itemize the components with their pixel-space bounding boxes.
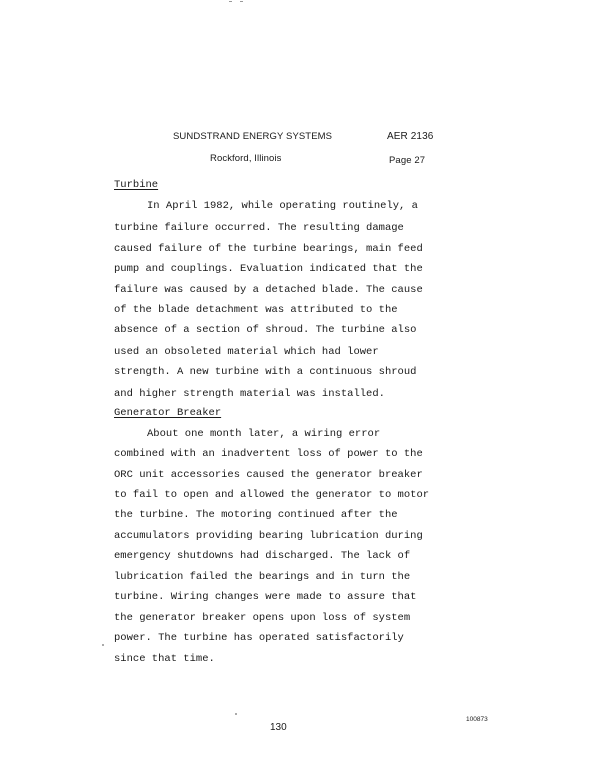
body-line: turbine failure occurred. The resulting damage [114,222,404,234]
body-line: strength. A new turbine with a continuous shroud [114,366,417,378]
scan-speck [235,713,237,715]
location: Rockford, Illinois [210,153,282,164]
scan-speck [102,644,104,646]
page-number: Page 27 [389,155,426,166]
body-line: lubrication failed the bearings and in turn the [114,571,411,583]
body-line: the generator breaker opens upon loss of system [114,612,411,624]
body-line: turbine. Wiring changes were made to assure that [114,591,417,603]
body-line: the turbine. The motoring continued after the [114,509,398,521]
document-id: 100873 [466,716,488,723]
body-line: used an obsoleted material which had lower [114,346,379,358]
folio-number: 130 [270,722,287,733]
body-line: ORC unit accessories caused the generator breaker [114,469,423,481]
body-line: In April 1982, while operating routinely, a [147,200,418,212]
body-line: absence of a section of shroud. The turbine also [114,324,417,336]
body-line: accumulators providing bearing lubrication during [114,530,423,542]
body-line: emergency shutdowns had discharged. The lack of [114,550,411,562]
body-line: to fail to open and allowed the generator to motor [114,489,430,501]
body-line: caused failure of the turbine bearings, main feed [114,243,423,255]
body-line: power. The turbine has operated satisfactorily [114,632,404,644]
company-name: SUNDSTRAND ENERGY SYSTEMS [173,131,333,142]
body-line: failure was caused by a detached blade. The cause [114,284,423,296]
body-line: and higher strength material was installed. [114,388,385,400]
scan-speck [240,1,243,2]
body-line: since that time. [114,653,215,665]
body-line: of the blade detachment was attributed to the [114,304,398,316]
body-line: combined with an inadvertent loss of power to the [114,448,423,460]
section-heading-generator-breaker: Generator Breaker [114,407,222,419]
report-number: AER 2136 [387,131,434,142]
scan-speck [229,1,232,2]
section-heading-turbine: Turbine [114,179,159,191]
body-line: About one month later, a wiring error [147,428,381,440]
body-line: pump and couplings. Evaluation indicated that the [114,263,423,275]
